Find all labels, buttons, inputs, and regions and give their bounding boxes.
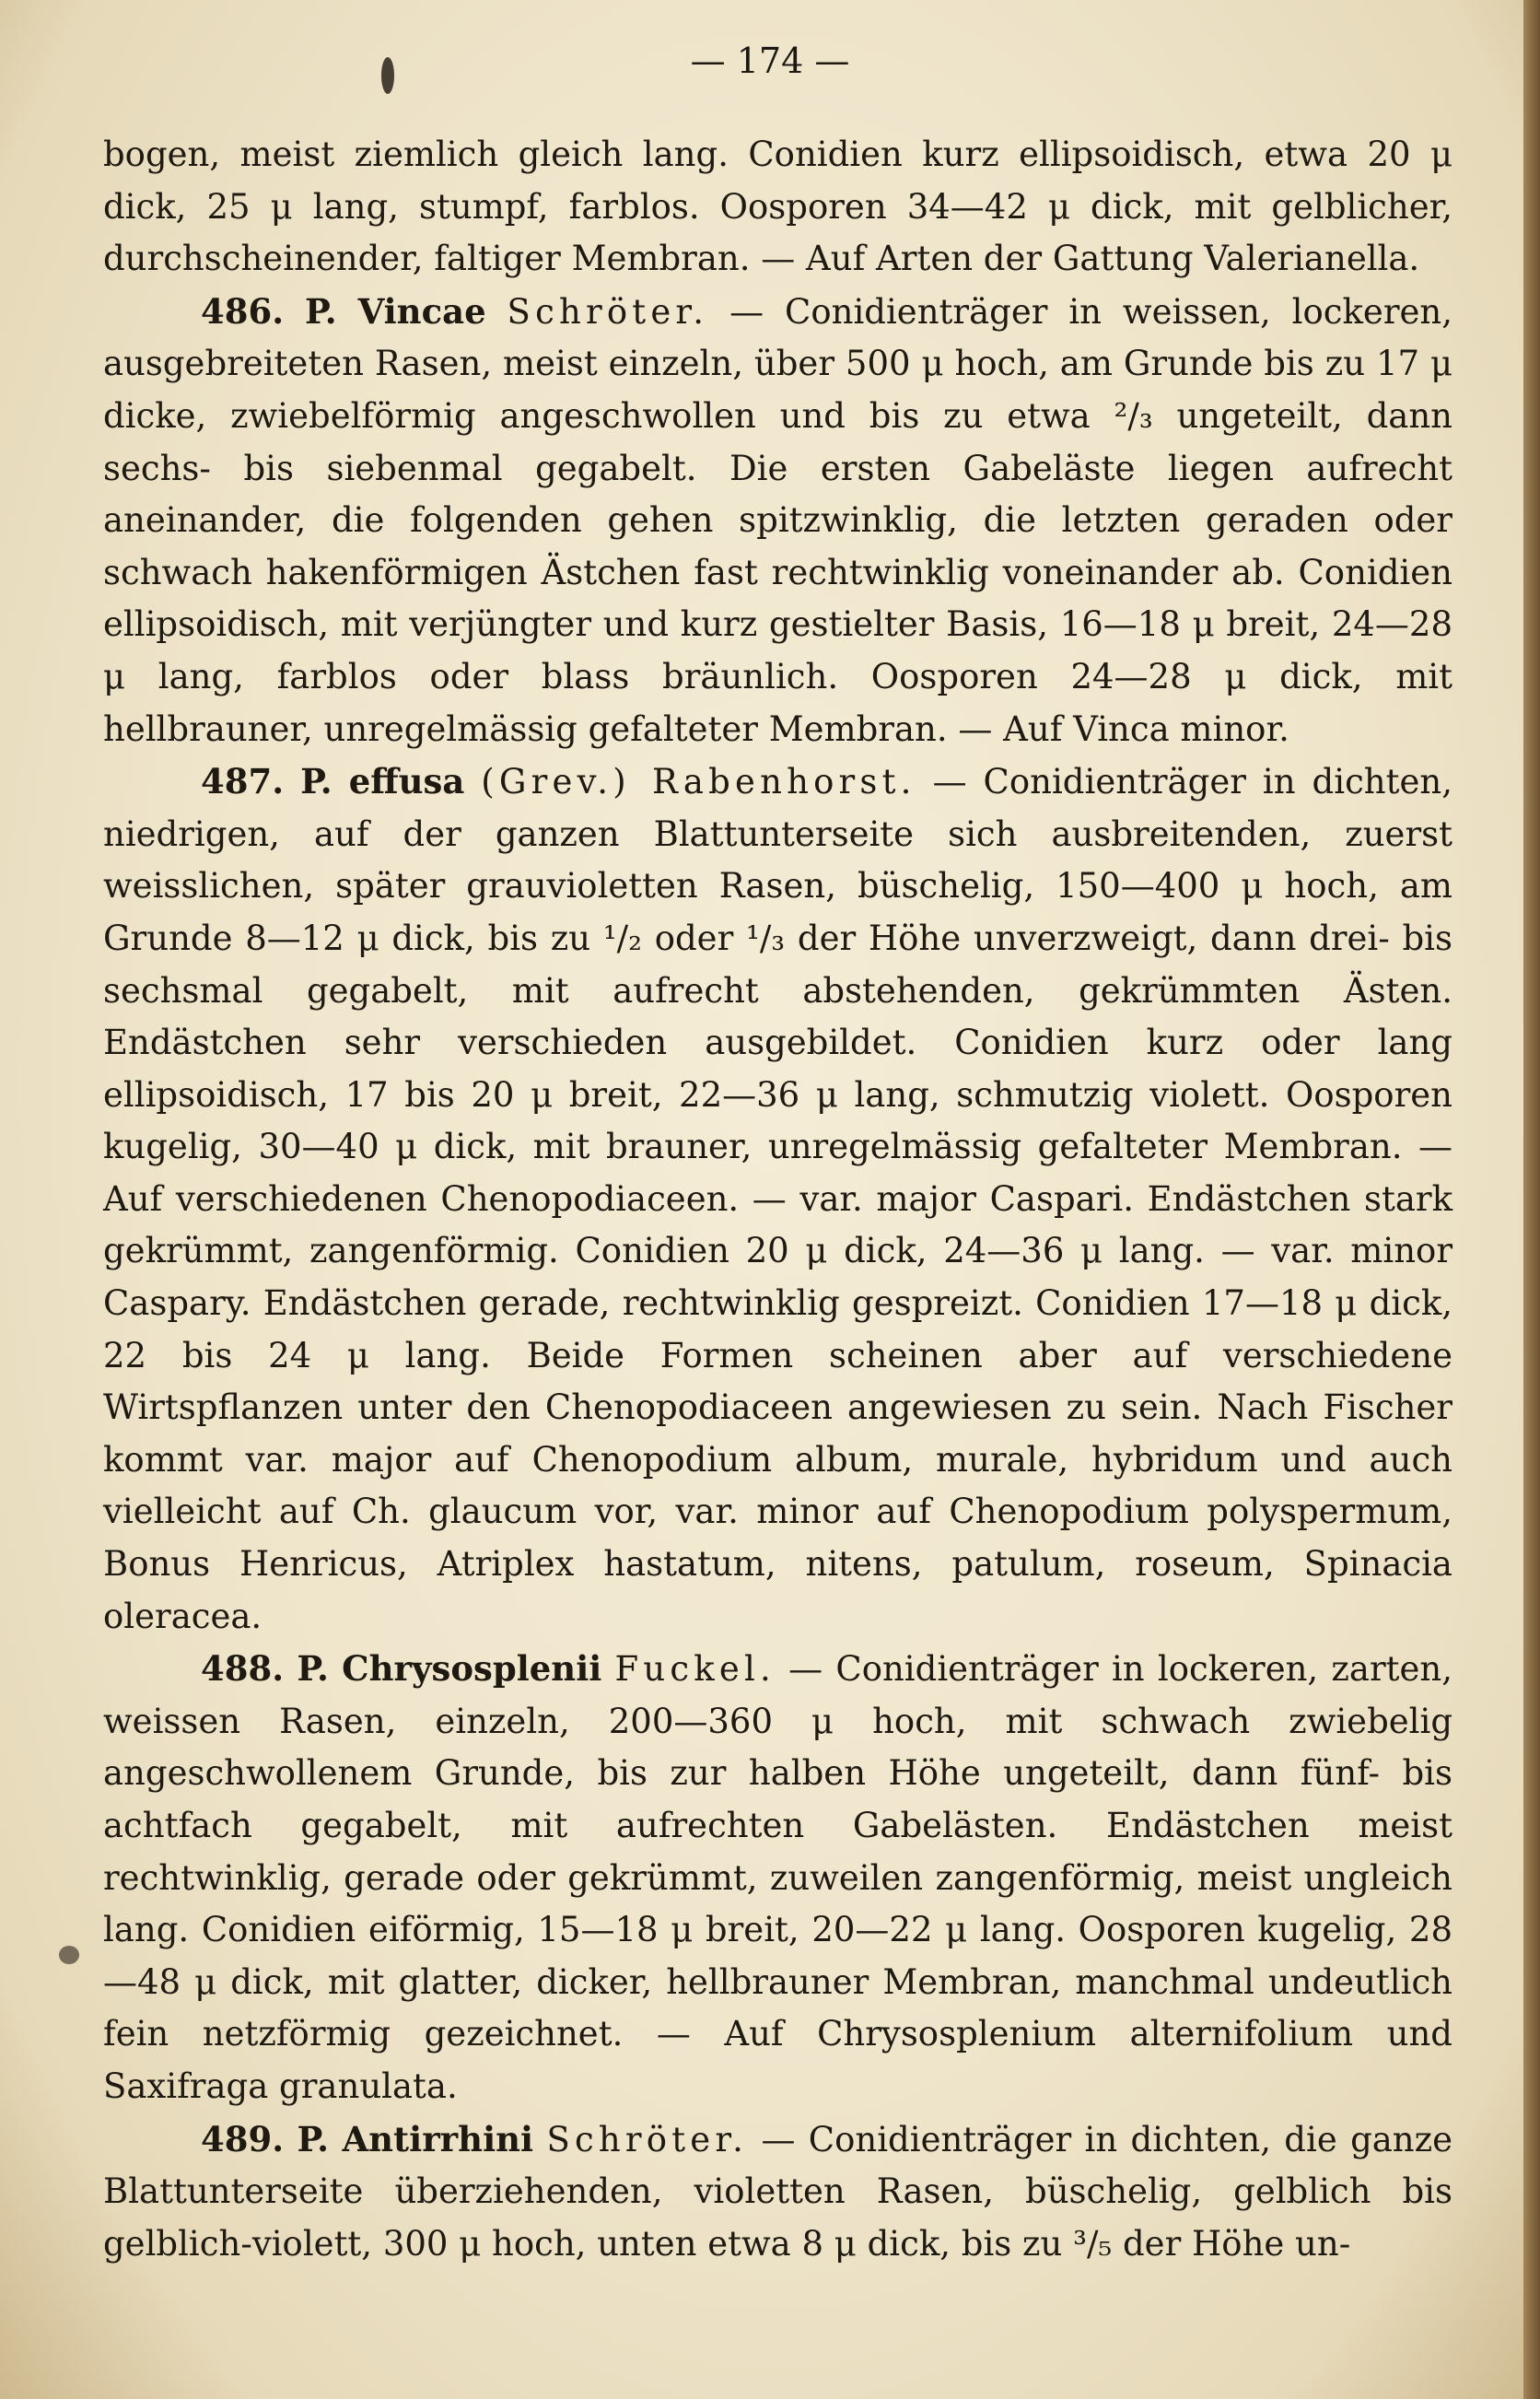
author-name: Schröter. — [507, 291, 709, 332]
author-name: Schröter. — [546, 2119, 749, 2159]
species-entry-488 — [103, 1643, 1452, 2112]
entry-description: — Conidienträger in dichten, die ganze Blattunterseite überziehenden, violetten Rasen, büschelig, gelblich bis gelblich-violett, 300 μ hoch, unten etwa 8 μ dick, bis zu ³/₅ der Höhe un- — [103, 2119, 1453, 2264]
species-entry-489 — [103, 2113, 1452, 2271]
entry-description: — Conidienträger in lockeren, zarten, weissen Rasen, einzeln, 200—360 μ hoch, mit schwach zwiebelig angeschwollenem Grunde, bis zur halben Höhe ungeteilt, dann fünf- bis achtfach gegabelt, mit aufrechten Gabelästen. Endästchen meist rechtwinklig, gerade oder gekrümmt, zuweilen zangenförmig, meist ungleich lang. Conidien eiförmig, 15—18 μ breit, 20—22 μ lang. Oosporen kugelig, 28—48 μ dick, mit glatter, dicker, hellbrauner Membran, manchmal undeutlich fein netzförmig gezeichnet. — Auf Chrysosplenium alternifolium und Saxifraga granulata. — [103, 1649, 1452, 2106]
genus-abbrev: P. — [297, 2118, 330, 2159]
genus-abbrev: P. — [297, 1648, 329, 1690]
entry-number: 486. — [201, 290, 285, 332]
species-entry-486 — [103, 286, 1452, 755]
entry-number: 488. — [201, 1648, 285, 1690]
entry-description: — Conidienträger in dichten, niedrigen, auf der ganzen Blattunterseite sich ausbreitenden, zuerst weisslichen, später grauvioletten Rasen, büschelig, 150—400 μ hoch, am Grunde 8—12 μ dick, bis zu ¹/₂ oder ¹/₃ der Höhe unverzweigt, dann drei- bis sechsmal gegabelt, mit aufrecht abstehenden, gekrümmten Ästen. Endästchen sehr verschieden ausgebildet. Conidien kurz oder lang ellipsoidisch, 17 bis 20 μ breit, 22—36 μ lang, schmutzig violett. Oosporen kugelig, 30—40 μ dick, mit brauner, unregelmässig gefalteter Membran. — Auf verschiedenen Chenopodiaceen. — var. major Caspari. Endästchen stark gekrümmt, zangenförmig. Conidien 20 μ dick, 24—36 μ lang. — var. minor Caspary. Endästchen gerade, rechtwinklig gespreizt. Conidien 17—18 μ dick, 22 bis 24 μ lang. Beide Formen scheinen aber auf verschiedene Wirtspflanzen unter den Chenopodiaceen angewiesen zu sein. Nach Fischer kommt var. major auf Chenopodium album, murale, hybridum und auch vielleicht auf Ch. glaucum vor, var. minor auf Chenopodium polyspermum, Bonus Henricus, Atriplex hastatum, nitens, patulum, roseum, Spinacia oleracea. — [103, 762, 1452, 1636]
species-name: effusa — [348, 761, 465, 802]
body-text — [103, 129, 1452, 2270]
page-edge-shadow — [1523, 0, 1540, 2399]
species-name: Vincae — [357, 290, 486, 332]
ink-smudge — [59, 1946, 79, 1964]
continued-paragraph: bogen, meist ziemlich gleich lang. Conidien kurz ellipsoidisch, etwa 20 μ dick, 25 μ lang, stumpf, farblos. Oosporen 34—42 μ dick, mit gelblicher, durchscheinender, faltiger Membran. — Auf Arten der Gattung Valerianella. — [103, 135, 1452, 279]
entry-number: 489. — [201, 2118, 285, 2159]
entry-description: — Conidienträger in weissen, lockeren, ausgebreiteten Rasen, meist einzeln, über 500 μ hoch, am Grunde bis zu 17 μ dicke, zwiebelförmig angeschwollen und bis zu etwa ²/₃ ungeteilt, dann sechs- bis siebenmal gegabelt. Die ersten Gabeläste liegen aufrecht aneinander, die folgenden gehen spitzwinklig, die letzten geraden oder schwach hakenförmigen Ästchen fast rechtwinklig voneinander ab. Conidien ellipsoidisch, mit verjüngter und kurz gestielter Basis, 16—18 μ breit, 24—28 μ lang, farblos oder blass bräunlich. Oosporen 24—28 μ dick, mit hellbrauner, unregelmässig gefalteter Membran. — Auf Vinca minor. — [103, 291, 1452, 749]
entry-number: 487. — [201, 761, 285, 802]
genus-abbrev: P. — [305, 290, 337, 332]
page-number: — 174 — — [690, 41, 850, 81]
author-name: (Grev.) Rabenhorst. — [481, 762, 916, 802]
genus-abbrev: P. — [300, 761, 332, 802]
species-name: Chrysosplenii — [342, 1648, 602, 1690]
species-name: Antirrhini — [342, 2118, 534, 2159]
author-name: Fuckel. — [614, 1649, 776, 1690]
species-entry-487 — [103, 755, 1452, 1643]
